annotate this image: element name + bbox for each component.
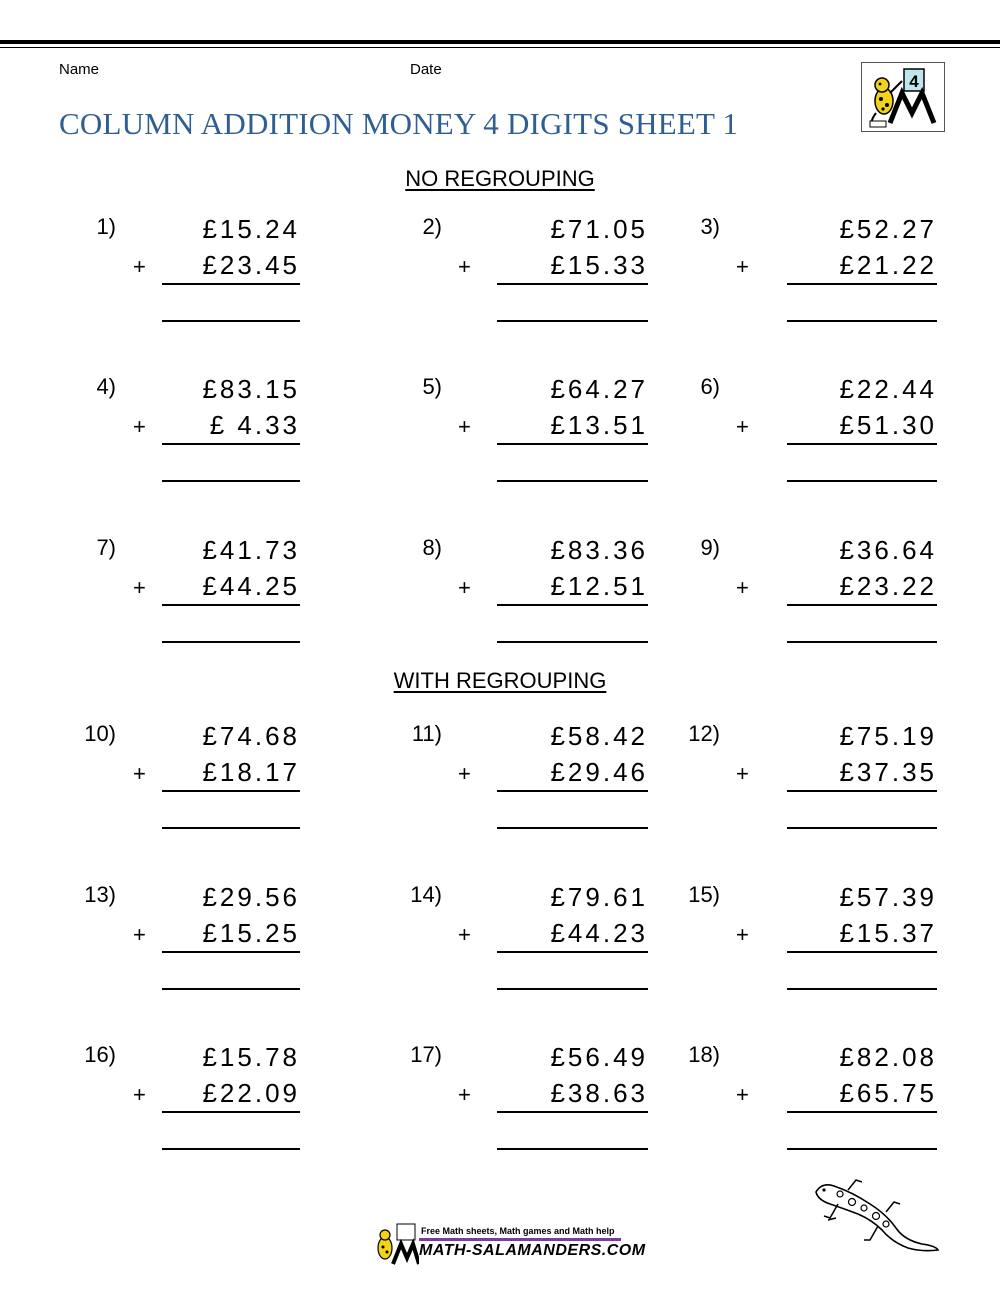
answer-line[interactable] — [497, 827, 648, 829]
addend-bottom: £37.35 — [839, 757, 937, 787]
answer-line[interactable] — [787, 480, 937, 482]
problem-number: 1) — [96, 214, 116, 239]
addend-bottom: £44.25 — [202, 571, 300, 601]
answer-line[interactable] — [497, 480, 648, 482]
addend-bottom: £65.75 — [839, 1078, 937, 1108]
addend-top: £52.27 — [839, 214, 937, 244]
top-rule-thin — [0, 47, 1000, 48]
plus-sign: + — [458, 575, 471, 600]
section-no-regrouping: NO REGROUPING — [405, 166, 595, 191]
addend-bottom: £12.51 — [550, 571, 648, 601]
problem-number: 13) — [84, 882, 116, 907]
answer-line[interactable] — [497, 641, 648, 643]
plus-sign: + — [458, 254, 471, 279]
problem-number: 4) — [96, 374, 116, 399]
sum-rule — [162, 1111, 300, 1113]
plus-sign: + — [458, 1082, 471, 1107]
sum-rule — [497, 443, 648, 445]
sum-rule — [787, 1111, 937, 1113]
addend-top: £22.44 — [839, 374, 937, 404]
sum-rule — [497, 1111, 648, 1113]
sum-rule — [787, 790, 937, 792]
addend-bottom: £38.63 — [550, 1078, 648, 1108]
addend-top: £15.24 — [202, 214, 300, 244]
footer-site: MATH-SALAMANDERS.COM — [419, 1242, 646, 1259]
footer-logo — [373, 1222, 646, 1266]
addend-bottom: £22.09 — [202, 1078, 300, 1108]
plus-sign: + — [736, 1082, 749, 1107]
plus-sign: + — [736, 414, 749, 439]
answer-line[interactable] — [162, 988, 300, 990]
plus-sign: + — [133, 922, 146, 947]
answer-line[interactable] — [497, 988, 648, 990]
answer-line[interactable] — [162, 641, 300, 643]
plus-sign: + — [458, 414, 471, 439]
sum-rule — [787, 283, 937, 285]
answer-line[interactable] — [162, 1148, 300, 1150]
sum-rule — [497, 283, 648, 285]
problem-number: 11) — [411, 721, 442, 746]
addend-top: £41.73 — [202, 535, 300, 565]
addend-bottom: £15.37 — [839, 918, 937, 948]
answer-line[interactable] — [787, 641, 937, 643]
addend-bottom: £13.51 — [550, 410, 648, 440]
problem-number: 17) — [410, 1042, 442, 1067]
addend-top: £57.39 — [839, 882, 937, 912]
problem-number: 6) — [700, 374, 720, 399]
plus-sign: + — [133, 575, 146, 600]
plus-sign: + — [133, 254, 146, 279]
sum-rule — [162, 604, 300, 606]
sum-rule — [787, 443, 937, 445]
addend-top: £64.27 — [550, 374, 648, 404]
addend-top: £75.19 — [839, 721, 937, 751]
problem-number: 7) — [96, 535, 116, 560]
addend-top: £56.49 — [550, 1042, 648, 1072]
problem-number: 16) — [84, 1042, 116, 1067]
answer-line[interactable] — [787, 827, 937, 829]
problem-number: 10) — [84, 721, 116, 746]
problem-number: 14) — [410, 882, 442, 907]
addend-bottom: £23.45 — [202, 250, 300, 280]
sum-rule — [787, 951, 937, 953]
addend-top: £82.08 — [839, 1042, 937, 1072]
sum-rule — [497, 604, 648, 606]
addend-bottom: £21.22 — [839, 250, 937, 280]
addend-bottom: £23.22 — [839, 571, 937, 601]
sum-rule — [162, 790, 300, 792]
addend-top: £83.36 — [550, 535, 648, 565]
addend-top: £58.42 — [550, 721, 648, 751]
addend-bottom: £29.46 — [550, 757, 648, 787]
answer-line[interactable] — [787, 1148, 937, 1150]
addend-bottom: £51.30 — [839, 410, 937, 440]
plus-sign: + — [736, 761, 749, 786]
plus-sign: + — [736, 922, 749, 947]
problem-number: 5) — [422, 374, 442, 399]
problem-number: 12) — [688, 721, 720, 746]
addend-top: £15.78 — [202, 1042, 300, 1072]
plus-sign: + — [133, 1082, 146, 1107]
addend-bottom: £18.17 — [202, 757, 300, 787]
addend-top: £29.56 — [202, 882, 300, 912]
addend-top: £83.15 — [202, 374, 300, 404]
answer-line[interactable] — [787, 988, 937, 990]
addend-bottom: £ 4.33 — [209, 410, 300, 440]
addend-bottom: £15.25 — [202, 918, 300, 948]
sum-rule — [497, 790, 648, 792]
logo-number: 4 — [909, 72, 919, 91]
addend-bottom: £44.23 — [550, 918, 648, 948]
addend-top: £36.64 — [839, 535, 937, 565]
sum-rule — [162, 443, 300, 445]
problem-number: 15) — [688, 882, 720, 907]
sum-rule — [787, 604, 937, 606]
top-rule-thick — [0, 40, 1000, 44]
plus-sign: + — [458, 922, 471, 947]
answer-line[interactable] — [497, 320, 648, 322]
problem-number: 8) — [422, 535, 442, 560]
problem-number: 2) — [422, 214, 442, 239]
plus-sign: + — [736, 575, 749, 600]
name-label: Name — [59, 61, 100, 78]
plus-sign: + — [736, 254, 749, 279]
sum-rule — [162, 951, 300, 953]
answer-line[interactable] — [162, 320, 300, 322]
addend-bottom: £15.33 — [550, 250, 648, 280]
addend-top: £74.68 — [202, 721, 300, 751]
addend-top: £79.61 — [550, 882, 648, 912]
answer-line[interactable] — [497, 1148, 648, 1150]
answer-line[interactable] — [787, 320, 937, 322]
answer-line[interactable] — [162, 827, 300, 829]
answer-line[interactable] — [162, 480, 300, 482]
footer-salamander-icon — [373, 1222, 419, 1266]
plus-sign: + — [133, 414, 146, 439]
sum-rule — [497, 951, 648, 953]
addend-top: £71.05 — [550, 214, 648, 244]
salamander-drawing-icon — [812, 1178, 942, 1256]
problem-number: 9) — [700, 535, 720, 560]
plus-sign: + — [133, 761, 146, 786]
footer-divider — [419, 1238, 621, 1241]
date-label: Date — [410, 61, 442, 78]
problem-number: 3) — [700, 214, 720, 239]
problem-number: 18) — [688, 1042, 720, 1067]
sum-rule — [162, 283, 300, 285]
page-title: COLUMN ADDITION MONEY 4 DIGITS SHEET 1 — [59, 106, 739, 141]
section-with-regrouping: WITH REGROUPING — [393, 668, 607, 693]
plus-sign: + — [458, 761, 471, 786]
footer-tagline: Free Math sheets, Math games and Math help — [421, 1226, 615, 1236]
salamander-logo-icon — [861, 62, 945, 132]
